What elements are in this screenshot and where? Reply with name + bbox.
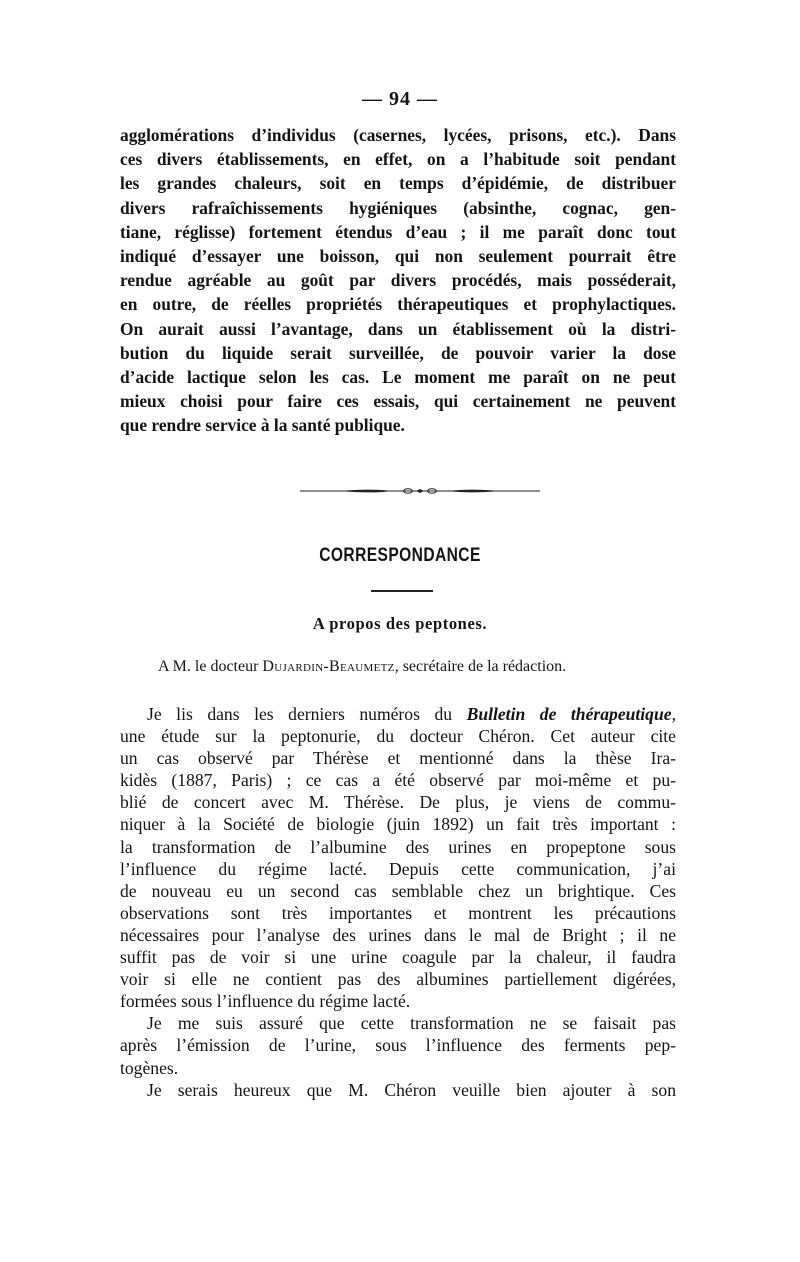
text-line: l’influence du régime lacté. Depuis cette communication, j’ai xyxy=(120,858,676,879)
letter-body xyxy=(120,703,676,1101)
text-line: niquer à la Société de biologie (juin 1892) un fait très important : xyxy=(120,814,676,835)
text-line: voir si elle ne contient pas des albumines partiellement digérées, xyxy=(120,969,676,990)
text-line: formées sous l’influence du régime lacté. xyxy=(120,991,411,1012)
text-line: un cas observé par Thérèse et mentionné dans la thèse Ira- xyxy=(120,748,676,769)
text-line: togènes. xyxy=(120,1057,179,1078)
text-line: agglomérations d’individus (casernes, lycées, prisons, etc.). Dans xyxy=(120,125,676,145)
text-run: , xyxy=(671,704,676,724)
text-line: de nouveau eu un second cas semblable chez un brightique. Ces xyxy=(120,880,676,901)
address-prefix: A M. le docteur xyxy=(158,658,263,675)
text-line: en outre, de réelles propriétés thérapeutiques et prophylactiques. xyxy=(120,294,676,315)
text-line: indiqué d’essayer une boisson, qui non seulement pourrait être xyxy=(120,245,676,266)
text-line: nécessaires pour l’analyse des urines dans le mal de Bright ; il ne xyxy=(120,924,676,945)
journal-title: Bulletin de thérapeutique xyxy=(466,704,672,724)
text-line: mieux choisi pour faire ces essais, qui certainement ne peuvent xyxy=(120,391,676,412)
text-line: Je serais heureux que M. Chéron veuille bien ajouter à son xyxy=(147,1079,676,1100)
text-line: les grandes chaleurs, soit en temps d’épidémie, de distribuer xyxy=(120,173,676,194)
text-line: divers rafraîchissements hygiéniques (absinthe, cognac, gen- xyxy=(120,197,676,218)
text-line: Je me suis assuré que cette transformation ne se faisait pas xyxy=(147,1013,676,1034)
address-suffix: , secrétaire de la rédaction. xyxy=(394,658,567,675)
text-line: rendue agréable au goût par divers procédés, mais posséderait, xyxy=(120,270,676,291)
ornamental-divider xyxy=(300,488,540,494)
section-heading: CORRESPONDANCE xyxy=(319,545,481,566)
text-line: que rendre service à la santé publique. xyxy=(120,415,405,436)
top-paragraph xyxy=(120,123,676,437)
text-line: d’acide lactique selon les cas. Le moment me paraît on ne peut xyxy=(120,366,676,387)
text-line: blié de concert avec M. Thérèse. De plus, je viens de commu- xyxy=(120,792,676,813)
text-run: Je lis dans les derniers numéros du xyxy=(147,704,467,724)
text-line: suffit pas de voir si une urine coagule par la chaleur, il faudra xyxy=(120,947,676,968)
page-number: — 94 — xyxy=(362,88,438,110)
text-line: kidès (1887, Paris) ; ce cas a été observé par moi-même et pu- xyxy=(120,770,676,791)
text-line: ces divers établissements, en effet, on a l’habitude soit pendant xyxy=(120,149,676,170)
text-line: la transformation de l’albumine des urines en propeptone sous xyxy=(120,836,676,857)
article-subheading: A propos des peptones. xyxy=(312,614,488,633)
text-line: tiane, réglisse) fortement étendus d’eau ; il me paraît donc tout xyxy=(120,221,676,242)
letter-address xyxy=(158,658,678,676)
text-line: bution du liquide serait surveillée, de pouvoir varier la dose xyxy=(120,342,676,363)
text-line: On aurait aussi l’avantage, dans un établissement où la distri- xyxy=(120,318,676,339)
text-line: une étude sur la peptonurie, du docteur Chéron. Cet auteur cite xyxy=(120,726,676,747)
text-line xyxy=(120,703,676,725)
address-name: Dujardin-Beaumetz xyxy=(262,658,395,675)
text-line: observations sont très importantes et montrent les précautions xyxy=(120,902,676,923)
text-line: après l’émission de l’urine, sous l’influence des ferments pep- xyxy=(120,1035,676,1056)
heading-rule xyxy=(371,590,433,592)
